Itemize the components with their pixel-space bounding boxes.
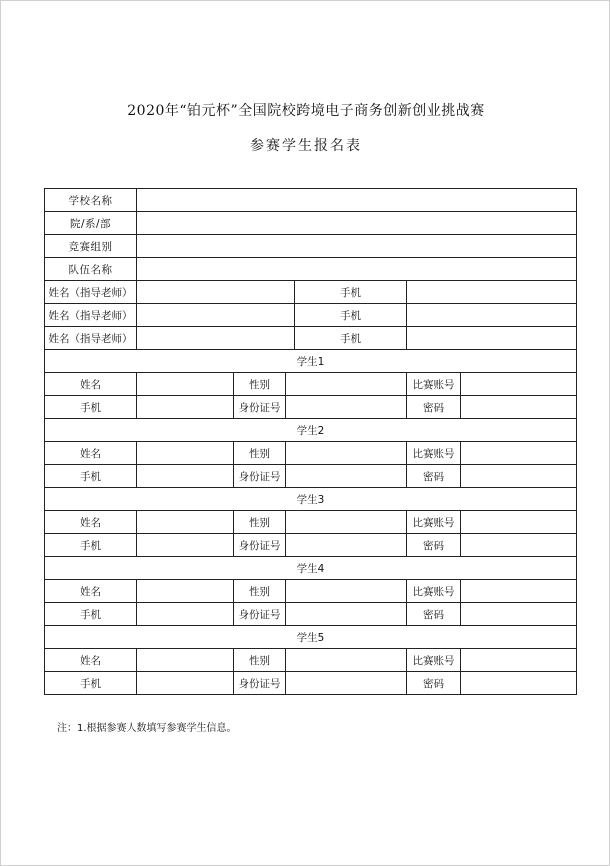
student-name-input-cell[interactable] [137,442,234,465]
student-gender-label: 性别 [234,580,286,603]
student-account-label: 比赛账号 [407,649,461,672]
student-password-input-cell[interactable] [461,603,577,626]
student-password-label: 密码 [407,534,461,557]
student-row-2 [45,603,577,626]
student-account-label: 比赛账号 [407,373,461,396]
student-name-label: 姓名 [45,649,137,672]
teacher-phone-label: 手机 [295,304,407,327]
student-account-label: 比赛账号 [407,580,461,603]
student-account-label: 比赛账号 [407,511,461,534]
student-row-1 [45,511,577,534]
student-gender-input-cell[interactable] [286,511,407,534]
student-row-1 [45,442,577,465]
student-phone-input-cell[interactable] [137,603,234,626]
teacher-phone-input-cell[interactable] [407,281,577,304]
student-id-label: 身份证号 [234,396,286,419]
group-input-cell[interactable] [137,235,577,258]
student-account-label: 比赛账号 [407,442,461,465]
student-id-label: 身份证号 [234,603,286,626]
student-row-2 [45,534,577,557]
student-account-input-cell[interactable] [461,442,577,465]
student-name-label: 姓名 [45,511,137,534]
group-row [45,235,577,258]
student-gender-label: 性别 [234,373,286,396]
student-account-input-cell[interactable] [461,511,577,534]
student-id-input-cell[interactable] [286,672,407,695]
student-heading: 学生4 [45,557,577,580]
teacher-name-label: 姓名（指导老师） [45,304,137,327]
teacher-phone-input-cell[interactable] [407,327,577,350]
student-id-label: 身份证号 [234,534,286,557]
student-name-label: 姓名 [45,442,137,465]
student-name-input-cell[interactable] [137,511,234,534]
student-gender-input-cell[interactable] [286,373,407,396]
team-input-cell[interactable] [137,258,577,281]
teacher-phone-label: 手机 [295,327,407,350]
group-label: 竞赛组别 [45,235,137,258]
student-gender-input-cell[interactable] [286,442,407,465]
student-phone-input-cell[interactable] [137,672,234,695]
student-password-input-cell[interactable] [461,465,577,488]
student-id-input-cell[interactable] [286,534,407,557]
student-gender-label: 性别 [234,442,286,465]
form-title: 2020年“铂元杯”全国院校跨境电子商务创新创业挑战赛 [127,103,485,119]
dept-row [45,212,577,235]
student-name-label: 姓名 [45,580,137,603]
student-gender-label: 性别 [234,511,286,534]
student-heading-row [45,350,577,373]
student-phone-label: 手机 [45,396,137,419]
teacher-phone-label: 手机 [295,281,407,304]
dept-label: 院/系/部 [45,212,137,235]
student-name-input-cell[interactable] [137,373,234,396]
student-phone-input-cell[interactable] [137,465,234,488]
student-heading: 学生3 [45,488,577,511]
school-input-cell[interactable] [137,189,577,212]
student-name-label: 姓名 [45,373,137,396]
student-name-input-cell[interactable] [137,580,234,603]
teacher-name-label: 姓名（指导老师） [45,327,137,350]
student-password-label: 密码 [407,603,461,626]
team-row [45,258,577,281]
dept-input-cell[interactable] [137,212,577,235]
teacher-row-2 [45,304,577,327]
student-heading: 学生1 [45,350,577,373]
student-account-input-cell[interactable] [461,649,577,672]
registration-table [44,188,577,695]
student-phone-input-cell[interactable] [137,534,234,557]
student-row-1 [45,580,577,603]
student-id-input-cell[interactable] [286,396,407,419]
school-row [45,189,577,212]
student-gender-input-cell[interactable] [286,580,407,603]
student-password-label: 密码 [407,672,461,695]
student-phone-input-cell[interactable] [137,396,234,419]
teacher-name-input-cell[interactable] [137,304,295,327]
form-note: 注：1.根据参赛人数填写参赛学生信息。 [57,723,237,734]
student-heading: 学生5 [45,626,577,649]
form-subtitle: 参赛学生报名表 [250,138,362,154]
student-account-input-cell[interactable] [461,580,577,603]
student-row-2 [45,396,577,419]
teacher-name-input-cell[interactable] [137,327,295,350]
student-phone-label: 手机 [45,465,137,488]
teacher-row-3 [45,327,577,350]
student-row-2 [45,465,577,488]
student-gender-label: 性别 [234,649,286,672]
student-name-input-cell[interactable] [137,649,234,672]
teacher-name-input-cell[interactable] [137,281,295,304]
student-heading-row [45,488,577,511]
student-heading-row [45,626,577,649]
teacher-name-label: 姓名（指导老师） [45,281,137,304]
student-id-label: 身份证号 [234,465,286,488]
team-label: 队伍名称 [45,258,137,281]
student-gender-input-cell[interactable] [286,649,407,672]
student-account-input-cell[interactable] [461,373,577,396]
teacher-phone-input-cell[interactable] [407,304,577,327]
student-id-label: 身份证号 [234,672,286,695]
student-row-1 [45,649,577,672]
student-row-1 [45,373,577,396]
student-id-input-cell[interactable] [286,465,407,488]
student-phone-label: 手机 [45,672,137,695]
student-heading-row [45,557,577,580]
student-heading-row [45,419,577,442]
teacher-row-1 [45,281,577,304]
student-heading: 学生2 [45,419,577,442]
student-id-input-cell[interactable] [286,603,407,626]
student-password-label: 密码 [407,465,461,488]
student-row-2 [45,672,577,695]
student-phone-label: 手机 [45,603,137,626]
school-label: 学校名称 [45,189,137,212]
student-password-label: 密码 [407,396,461,419]
student-phone-label: 手机 [45,534,137,557]
student-password-input-cell[interactable] [461,534,577,557]
student-password-input-cell[interactable] [461,396,577,419]
student-password-input-cell[interactable] [461,672,577,695]
